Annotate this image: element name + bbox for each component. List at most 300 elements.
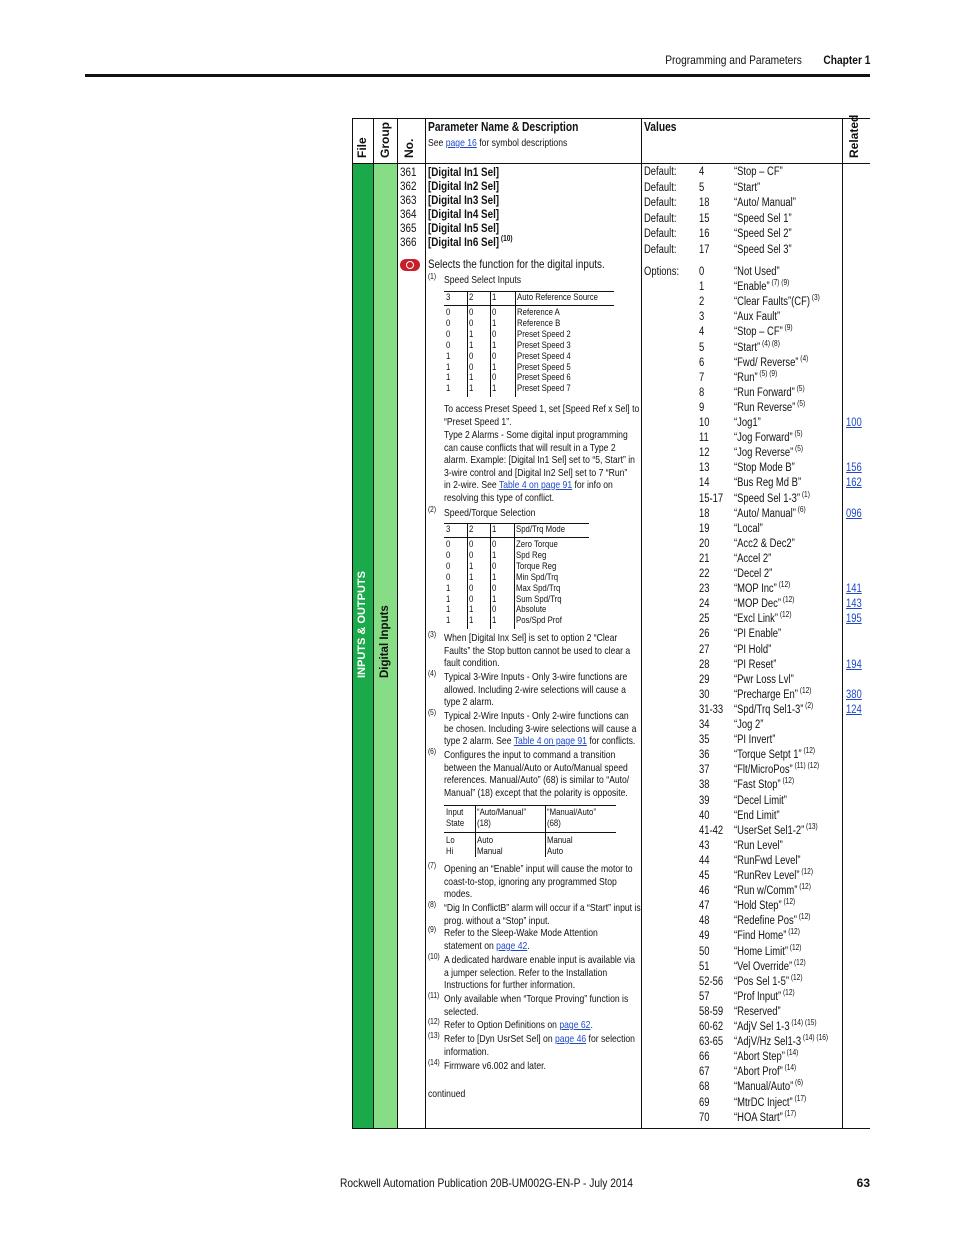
related-parameter-link[interactable]: 162 bbox=[846, 477, 862, 490]
default-name: “Speed Sel 3” bbox=[734, 244, 792, 256]
option-text: “MOP Inc” bbox=[734, 583, 777, 596]
option-value: 63-65 bbox=[699, 1036, 724, 1049]
option-value: 35 bbox=[699, 734, 710, 747]
speed-select-table-cell: 0 bbox=[492, 328, 497, 340]
option-name bbox=[734, 597, 794, 611]
option-footnote: (1) bbox=[800, 489, 810, 499]
option-value: 21 bbox=[699, 552, 710, 565]
speed-select-table-cell: Reference A bbox=[517, 307, 560, 318]
option-name bbox=[734, 383, 805, 400]
speed-select-table-cell: 0 bbox=[492, 307, 497, 318]
option-name bbox=[734, 461, 795, 475]
parameter-table bbox=[352, 114, 870, 1129]
header-section: Programming and Parameters bbox=[664, 53, 802, 67]
option-footnote: (12) bbox=[789, 972, 803, 982]
option-name bbox=[734, 839, 783, 853]
speed-torque-table-cell: Max Spd/Trq bbox=[516, 582, 561, 594]
option-text: “Flt/MicroPos” bbox=[734, 764, 793, 777]
option-name bbox=[734, 748, 815, 762]
page-number: 63 bbox=[856, 1176, 870, 1190]
related-parameter-link[interactable]: 141 bbox=[846, 583, 862, 596]
dyn-userset-note-text: Refer to [Dyn UsrSet Sel] on bbox=[444, 1033, 556, 1045]
option-name bbox=[734, 685, 812, 702]
speed-torque-table-col-rule bbox=[490, 523, 491, 629]
default-name: “Stop – CF” bbox=[734, 166, 783, 178]
option-text: “MOP Dec” bbox=[734, 598, 781, 611]
option-name bbox=[734, 582, 790, 596]
footnote-marker: (13) bbox=[428, 1031, 440, 1040]
conflict-note-text: in 2-wire. See bbox=[444, 479, 499, 491]
option-text: “PI Invert” bbox=[734, 734, 776, 747]
related-parameter-link[interactable]: 380 bbox=[846, 688, 862, 701]
footnote-text: Firmware v6.002 and later. bbox=[444, 1060, 546, 1072]
parameter-name bbox=[428, 179, 499, 193]
speed-torque-table-cell: Min Spd/Trq bbox=[516, 571, 559, 583]
sleep-wake-note-text: statement on bbox=[444, 939, 497, 952]
default-label: Default: bbox=[644, 244, 677, 256]
footnote-text: 3-wire control and [Digital In2 Sel] set to 7 “Run” bbox=[444, 466, 628, 479]
default-label: Default: bbox=[644, 181, 677, 194]
option-name bbox=[734, 821, 818, 838]
option-name bbox=[734, 733, 775, 747]
col-rule bbox=[373, 118, 374, 1129]
option-value: 29 bbox=[699, 673, 710, 686]
speed-torque-table-cell: 0 bbox=[492, 604, 497, 616]
default-label: Default: bbox=[644, 228, 677, 241]
speed-torque-table-cell: 1 bbox=[469, 560, 474, 572]
option-value: 6 bbox=[699, 356, 705, 369]
speed-torque-table-header: 3 bbox=[446, 524, 451, 535]
speed-select-table-header: 2 bbox=[469, 292, 474, 303]
option-text: “Excl Link” bbox=[734, 613, 779, 626]
option-name bbox=[734, 295, 820, 309]
footnote-text: fault condition. bbox=[444, 657, 500, 669]
parameter-name-text: [Digital In1 Sel] bbox=[428, 165, 500, 179]
option-text: “AdjV/Hz Sel1-3 bbox=[734, 1036, 802, 1049]
option-text: “Jog Forward” bbox=[734, 432, 793, 445]
speed-select-table-cell: 0 bbox=[446, 328, 451, 340]
speed-torque-table-cell: 0 bbox=[469, 539, 474, 550]
option-text: “Jog Reverse” bbox=[734, 447, 794, 460]
option-text: “Bus Reg Md B” bbox=[734, 477, 802, 490]
option-footnote: (14) bbox=[784, 1048, 799, 1058]
option-footnote: (12) bbox=[776, 580, 791, 590]
speed-select-table-cell: 1 bbox=[469, 383, 474, 395]
footnote-text: Refer to the Sleep-Wake Mode Attention bbox=[444, 927, 598, 939]
option-value: 69 bbox=[699, 1096, 710, 1109]
table-bottom-rule bbox=[352, 1128, 870, 1129]
option-footnote: (12) bbox=[781, 897, 796, 907]
option-text: “Home Limit” bbox=[734, 945, 788, 958]
footnote-marker: (14) bbox=[428, 1058, 440, 1067]
speed-torque-table-cell: 0 bbox=[469, 549, 474, 561]
option-name bbox=[734, 1035, 828, 1049]
option-footnote: (6) bbox=[795, 504, 806, 514]
related-parameter-link[interactable]: 100 bbox=[846, 417, 862, 429]
speed-select-table-header: 3 bbox=[446, 292, 451, 303]
conflict-note-text: for conflicts. bbox=[586, 735, 636, 747]
option-value: 4 bbox=[699, 326, 705, 339]
speed-select-table-col-rule bbox=[490, 291, 491, 397]
continued-note: continued bbox=[428, 1088, 466, 1100]
option-value: 10 bbox=[699, 417, 710, 429]
speed-torque-table-cell: 1 bbox=[446, 582, 451, 594]
footnote-text: selected. bbox=[444, 1005, 479, 1018]
parameter-name-footnote: (10) bbox=[499, 234, 513, 243]
dyn-userset-note-link[interactable]: page 46 bbox=[555, 1033, 587, 1045]
speed-select-table-cell: 1 bbox=[469, 372, 474, 384]
conflict-note-link[interactable]: Table 4 on page 91 bbox=[513, 735, 587, 747]
manual-auto-table-header: Input bbox=[446, 807, 464, 818]
option-footnote: (6) bbox=[793, 1078, 804, 1088]
option-value: 43 bbox=[699, 839, 710, 852]
footnote-marker: (5) bbox=[428, 708, 437, 717]
option-value: 57 bbox=[699, 990, 710, 1003]
option-name bbox=[734, 476, 801, 490]
default-value: 18 bbox=[699, 197, 710, 210]
footnote-marker: (1) bbox=[428, 272, 437, 281]
sleep-wake-note bbox=[444, 940, 530, 953]
option-text: “PI Enable” bbox=[734, 628, 782, 641]
speed-select-table-cell: 0 bbox=[469, 361, 474, 373]
parameter-number: 363 bbox=[400, 193, 417, 207]
option-name bbox=[734, 325, 793, 339]
option-definitions-note bbox=[444, 1019, 593, 1032]
speed-torque-table-cell: Pos/Spd Prof bbox=[516, 615, 562, 627]
option-text: “HOA Start” bbox=[734, 1111, 783, 1124]
option-text: “Prof Input” bbox=[734, 990, 782, 1003]
option-footnote: (12) bbox=[780, 595, 795, 605]
option-footnote: (5) bbox=[795, 399, 806, 409]
speed-torque-table-cell: 0 bbox=[446, 539, 451, 550]
speed-select-table-rule bbox=[444, 305, 614, 306]
footnote-title: Speed/Torque Selection bbox=[444, 507, 536, 519]
option-definitions-note-link[interactable]: page 62 bbox=[559, 1019, 591, 1031]
option-text: “Jog 2” bbox=[734, 719, 764, 731]
option-value: 11 bbox=[699, 432, 709, 445]
option-value: 70 bbox=[699, 1111, 710, 1124]
option-text: “Accel 2” bbox=[734, 552, 772, 565]
option-value: 7 bbox=[699, 371, 705, 384]
manual-auto-table-rule bbox=[444, 832, 616, 833]
speed-torque-table-cell: 0 bbox=[469, 582, 474, 594]
option-text: “Spd/Trq Sel1-3” bbox=[734, 703, 804, 716]
symbol-page-link[interactable]: page 16 bbox=[445, 137, 477, 149]
option-name bbox=[734, 416, 761, 430]
manual-auto-table-header: “Auto/Manual” bbox=[477, 807, 526, 818]
parameter-name bbox=[428, 235, 513, 249]
option-text: “Find Home” bbox=[734, 930, 787, 943]
footnote-text: Only available when “Torque Proving” function is bbox=[444, 993, 629, 1005]
speed-select-table-cell: 0 bbox=[492, 372, 497, 384]
speed-select-table-cell: 1 bbox=[492, 383, 497, 395]
footnote-marker: (10) bbox=[428, 952, 440, 961]
manual-auto-table-cell: Auto bbox=[547, 846, 564, 857]
footnote-title: Speed Select Inputs bbox=[444, 274, 522, 286]
speed-torque-table-cell: 1 bbox=[446, 604, 451, 616]
option-name bbox=[734, 446, 803, 460]
option-footnote: (13) bbox=[804, 821, 818, 831]
option-text: “MtrDC Inject” bbox=[734, 1096, 793, 1109]
option-name bbox=[734, 929, 800, 943]
footnote-text: “Dig In ConflictB” alarm will occur if a “Start” input is bbox=[444, 902, 641, 914]
option-footnote: (5) bbox=[794, 383, 805, 393]
option-footnote: (7) (9) bbox=[769, 278, 790, 288]
option-text: “Clear Faults”(CF) bbox=[734, 296, 810, 309]
option-name bbox=[734, 522, 763, 536]
header-related: Related bbox=[847, 114, 861, 158]
option-value: 25 bbox=[699, 613, 710, 626]
option-footnote: (5) (9) bbox=[757, 368, 778, 378]
speed-torque-table-cell: Spd Reg bbox=[516, 549, 547, 561]
speed-torque-table-cell: 1 bbox=[492, 593, 497, 605]
footnote-text: a jumper selection. Refer to the Installation bbox=[444, 966, 608, 979]
running-header bbox=[665, 53, 870, 67]
option-value: 40 bbox=[699, 809, 710, 822]
default-value: 16 bbox=[699, 228, 710, 241]
option-text: “Pos Sel 1-5” bbox=[734, 975, 790, 988]
default-value: 15 bbox=[699, 212, 710, 225]
manual-auto-table-cell: Auto bbox=[477, 835, 494, 846]
speed-select-table-cell: Preset Speed 3 bbox=[517, 339, 571, 351]
header-no: No. bbox=[402, 138, 416, 158]
speed-select-table-cell: 0 bbox=[446, 307, 451, 318]
option-text: “Speed Sel 1-3” bbox=[734, 492, 801, 505]
speed-torque-table-cell: 1 bbox=[492, 615, 497, 627]
file-name: INPUTS & OUTPUTS bbox=[356, 571, 368, 678]
speed-select-table-cell: 0 bbox=[446, 339, 451, 351]
parameter-number: 365 bbox=[400, 221, 417, 235]
option-text: “Pwr Loss Lvl” bbox=[734, 673, 794, 686]
related-parameter-link[interactable]: 156 bbox=[846, 462, 862, 475]
option-footnote: (14) (16) bbox=[801, 1033, 829, 1043]
speed-torque-table-cell: 1 bbox=[492, 571, 497, 583]
footnote-text: resolving this type of conflict. bbox=[444, 491, 555, 504]
speed-torque-table-cell: Torque Reg bbox=[516, 560, 557, 572]
parameter-name bbox=[428, 193, 499, 207]
footnote-text: information. bbox=[444, 1045, 489, 1058]
footnote-text: Instructions for further information. bbox=[444, 979, 576, 991]
speed-select-table-cell: 1 bbox=[469, 328, 474, 340]
speed-torque-table-cell: Sum Spd/Trq bbox=[516, 593, 562, 605]
option-text: “Stop Mode B” bbox=[734, 462, 795, 475]
option-name bbox=[734, 368, 778, 385]
option-footnote: (12) bbox=[780, 776, 795, 786]
speed-torque-table-cell: Zero Torque bbox=[516, 539, 558, 550]
option-name bbox=[734, 338, 780, 355]
option-text: “Run Level” bbox=[734, 839, 783, 852]
col-rule bbox=[425, 118, 426, 1129]
option-footnote: (17) bbox=[782, 1108, 797, 1118]
option-value: 5 bbox=[699, 341, 705, 354]
option-name bbox=[734, 718, 763, 732]
speed-select-table-cell: Preset Speed 5 bbox=[517, 361, 571, 373]
speed-select-table-col-rule bbox=[515, 291, 516, 397]
option-value: 39 bbox=[699, 794, 710, 807]
header-parameter-name: Parameter Name & Description bbox=[428, 120, 579, 134]
options-label: Options: bbox=[644, 266, 680, 278]
default-value: 17 bbox=[699, 244, 710, 256]
footnote-text: Typical 3-Wire Inputs - Only 3-wire functions are bbox=[444, 671, 628, 683]
option-value: 68 bbox=[699, 1081, 710, 1094]
default-name: “Auto/ Manual” bbox=[734, 197, 796, 210]
speed-select-table-cell: 0 bbox=[469, 307, 474, 318]
default-value: 4 bbox=[699, 166, 705, 178]
option-text: “Fast Stop” bbox=[734, 779, 781, 792]
option-footnote: (12) bbox=[797, 685, 812, 695]
option-value: 49 bbox=[699, 930, 710, 943]
header-chapter: Chapter 1 bbox=[822, 53, 870, 67]
speed-select-table-cell: Preset Speed 4 bbox=[517, 350, 571, 362]
option-footnote: (12) bbox=[786, 927, 800, 937]
dyn-userset-note-text: for selection bbox=[586, 1033, 635, 1045]
option-footnote: (12) bbox=[781, 987, 795, 997]
option-value: 67 bbox=[699, 1066, 710, 1079]
option-value: 19 bbox=[699, 522, 710, 535]
parameter-name-text: [Digital In5 Sel] bbox=[428, 221, 500, 235]
option-name bbox=[734, 673, 794, 687]
related-parameter-link[interactable]: 194 bbox=[846, 658, 862, 671]
speed-torque-table-cell: 0 bbox=[469, 593, 474, 605]
option-name bbox=[734, 643, 771, 657]
speed-select-table-cell: 1 bbox=[446, 350, 451, 362]
speed-select-table-cell: 1 bbox=[492, 361, 497, 373]
option-name bbox=[734, 1065, 796, 1079]
option-value: 14 bbox=[699, 477, 710, 490]
sleep-wake-note-link[interactable]: page 42 bbox=[496, 939, 528, 952]
option-footnote: (17) bbox=[792, 1093, 807, 1103]
option-value: 28 bbox=[699, 658, 710, 671]
related-parameter-link[interactable]: 124 bbox=[846, 703, 862, 716]
option-value: 8 bbox=[699, 386, 705, 399]
speed-torque-table-header: 1 bbox=[492, 524, 497, 535]
option-footnote: (14) bbox=[782, 1063, 797, 1073]
option-text: “Start” bbox=[734, 341, 761, 354]
parameter-number: 366 bbox=[400, 235, 417, 249]
option-text: “PI Hold” bbox=[734, 643, 772, 656]
option-value: 48 bbox=[699, 915, 710, 928]
option-value: 51 bbox=[699, 960, 710, 973]
option-name bbox=[734, 401, 805, 415]
option-footnote: (12) bbox=[799, 867, 814, 877]
option-text: “Run Reverse” bbox=[734, 401, 796, 414]
option-text: “Run Forward” bbox=[734, 386, 795, 399]
manual-auto-table-col-rule bbox=[545, 805, 546, 857]
parameter-name bbox=[428, 221, 499, 235]
option-text: “Reserved” bbox=[734, 1005, 781, 1018]
option-name bbox=[734, 809, 780, 823]
option-text: “Aux Fault” bbox=[734, 311, 781, 324]
option-value: 20 bbox=[699, 537, 710, 550]
parameter-name bbox=[428, 207, 499, 221]
option-name bbox=[734, 942, 802, 959]
option-value: 66 bbox=[699, 1051, 710, 1064]
speed-select-table-cell: 0 bbox=[469, 317, 474, 329]
option-value: 38 bbox=[699, 779, 710, 792]
footnote-text: alarm. Example: [Digital In1 Sel] set to “5, Start” in bbox=[444, 454, 635, 466]
footnote-text: Faults” the Stop button cannot be used to clear a bbox=[444, 644, 631, 657]
footnote-marker: (11) bbox=[428, 991, 440, 1000]
related-parameter-link[interactable]: 143 bbox=[846, 598, 862, 611]
manual-auto-table-header: (18) bbox=[477, 818, 491, 829]
speed-torque-table-cell: 1 bbox=[492, 549, 497, 561]
option-value: 13 bbox=[699, 462, 710, 475]
speed-select-table-cell: 1 bbox=[492, 339, 497, 351]
manual-auto-table-header: (68) bbox=[547, 818, 561, 829]
footnote-text: Manual” (18) except that the polarity is opposite. bbox=[444, 786, 628, 799]
option-footnote: (12) bbox=[787, 942, 802, 952]
group-name: Digital Inputs bbox=[379, 605, 391, 678]
option-text: “Manual/Auto” bbox=[734, 1081, 794, 1094]
parameter-name-text: [Digital In6 Sel] bbox=[428, 235, 500, 249]
option-value: 50 bbox=[699, 945, 710, 958]
header-group: Group bbox=[378, 122, 392, 158]
speed-select-table-cell: Preset Speed 2 bbox=[517, 328, 571, 340]
conflict-note bbox=[444, 479, 613, 492]
footnote-marker: (3) bbox=[428, 630, 437, 639]
option-footnote: (9) bbox=[782, 323, 793, 333]
footnote-text: be chosen. Including 3-wire selections will cause a bbox=[444, 722, 637, 735]
option-name bbox=[734, 914, 810, 928]
footnote-text: modes. bbox=[444, 888, 473, 900]
option-value: 2 bbox=[699, 296, 705, 309]
manual-auto-table-header: State bbox=[446, 818, 465, 829]
speed-select-table-cell: 1 bbox=[446, 361, 451, 373]
option-value: 27 bbox=[699, 643, 710, 656]
option-name bbox=[734, 1108, 797, 1125]
option-text: “Run” bbox=[734, 371, 758, 384]
related-parameter-link[interactable]: 096 bbox=[846, 507, 862, 520]
related-parameter-link[interactable]: 195 bbox=[846, 613, 862, 626]
option-name bbox=[734, 987, 795, 1004]
speed-torque-table-col-rule bbox=[514, 523, 515, 629]
footnote-marker: (8) bbox=[428, 900, 437, 909]
option-text: “Hold Step” bbox=[734, 900, 782, 913]
option-value: 26 bbox=[699, 628, 710, 641]
conflict-note-link[interactable]: Table 4 on page 91 bbox=[498, 479, 573, 491]
default-value: 5 bbox=[699, 181, 705, 194]
parameter-number: 361 bbox=[400, 165, 417, 179]
sleep-wake-note-text: . bbox=[527, 939, 530, 952]
manual-auto-table-rule bbox=[444, 805, 616, 806]
speed-select-table-cell: 0 bbox=[446, 317, 451, 329]
footnote-marker: (2) bbox=[428, 505, 437, 514]
option-footnote: (12) bbox=[797, 882, 811, 892]
default-name: “Speed Sel 2” bbox=[734, 228, 792, 241]
option-footnote: (4) bbox=[798, 353, 809, 363]
option-value: 30 bbox=[699, 688, 710, 701]
option-text: “Acc2 & Dec2” bbox=[734, 537, 795, 550]
option-name bbox=[734, 310, 780, 324]
footnote-marker: (7) bbox=[428, 861, 437, 870]
footnote-text: coast-to-stop, ignoring any programmed Stop bbox=[444, 875, 617, 888]
option-text: “PI Reset” bbox=[734, 658, 777, 671]
option-value: 23 bbox=[699, 583, 710, 596]
speed-torque-table-cell: 1 bbox=[469, 571, 474, 583]
speed-torque-table-header: 2 bbox=[469, 524, 474, 535]
option-name bbox=[734, 612, 792, 626]
option-footnote: (12) bbox=[801, 746, 816, 756]
speed-select-table-cell: 1 bbox=[446, 372, 451, 384]
speed-torque-table-cell: 0 bbox=[492, 560, 497, 572]
manual-auto-table-col-rule bbox=[475, 805, 476, 857]
option-name bbox=[734, 703, 813, 717]
option-name bbox=[734, 431, 803, 445]
footnote-marker: (9) bbox=[428, 925, 437, 934]
option-footnote: (14) (15) bbox=[789, 1018, 817, 1028]
option-value: 31-33 bbox=[699, 703, 724, 716]
option-value: 12 bbox=[699, 447, 710, 460]
